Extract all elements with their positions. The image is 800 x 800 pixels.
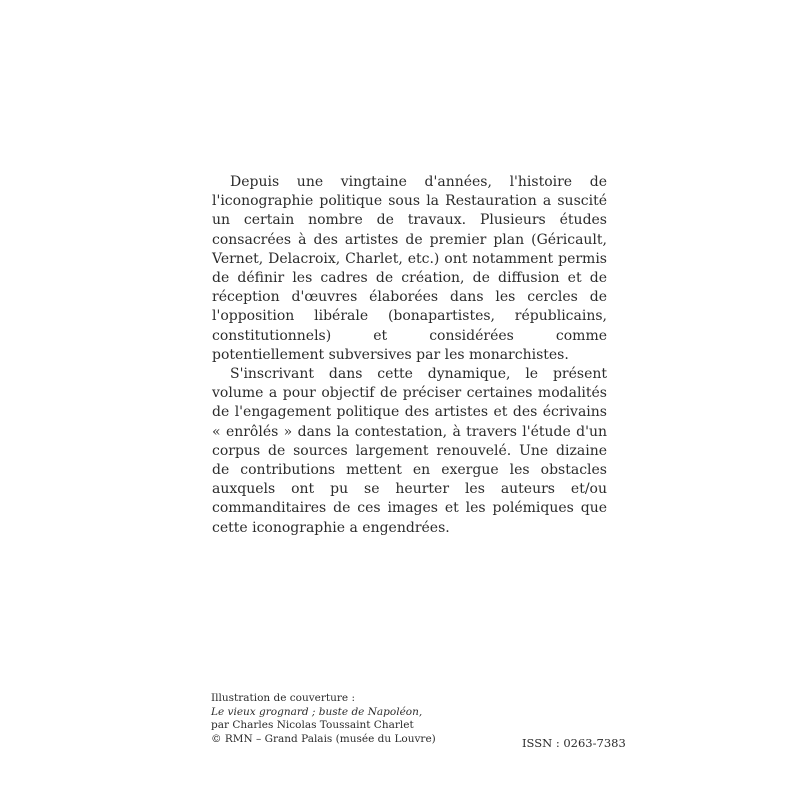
credit-heading: Illustration de couverture : <box>211 692 356 704</box>
credit-copyright: © RMN – Grand Palais (musée du Louvre) <box>211 732 436 745</box>
credit-artwork-title: Le vieux grognard ; buste de Napoléon, <box>211 705 423 718</box>
body-text <box>212 173 607 538</box>
paragraph-1: Depuis une vingtaine d'années, l'histoire de l'iconographie politique sous la Restauration a suscité un certain nombre de travaux. Plusieurs études consacrées à des artistes de premier plan (Géricault, Vernet, Delacroix, Charlet, etc.) ont notamment permis de définir les cadres de création, de diffusion et de réception d'œuvres élaborées dans les cercles de l'opposition libérale (bonapartistes, républicains, constitutionnels) et considérées comme potentiellement subversives par les monarchistes. <box>212 174 607 363</box>
paragraph-2: S'inscrivant dans cette dynamique, le présent volume a pour objectif de préciser certaines modalités de l'engagement politique des artistes et des écrivains « enrôlés » dans la contestation, à travers l'étude d'un corpus de sources largement renouvelé. Une dizaine de contributions mettent en exergue les obstacles auxquels ont pu se heurter les auteurs et/ou commanditaires de ces images et les polémiques que cette iconographie a engendrées. <box>212 366 607 536</box>
cover-illustration-credit <box>211 692 436 746</box>
issn-number: ISSN : 0263-7383 <box>522 736 626 750</box>
credit-author: par Charles Nicolas Toussaint Charlet <box>211 719 414 731</box>
